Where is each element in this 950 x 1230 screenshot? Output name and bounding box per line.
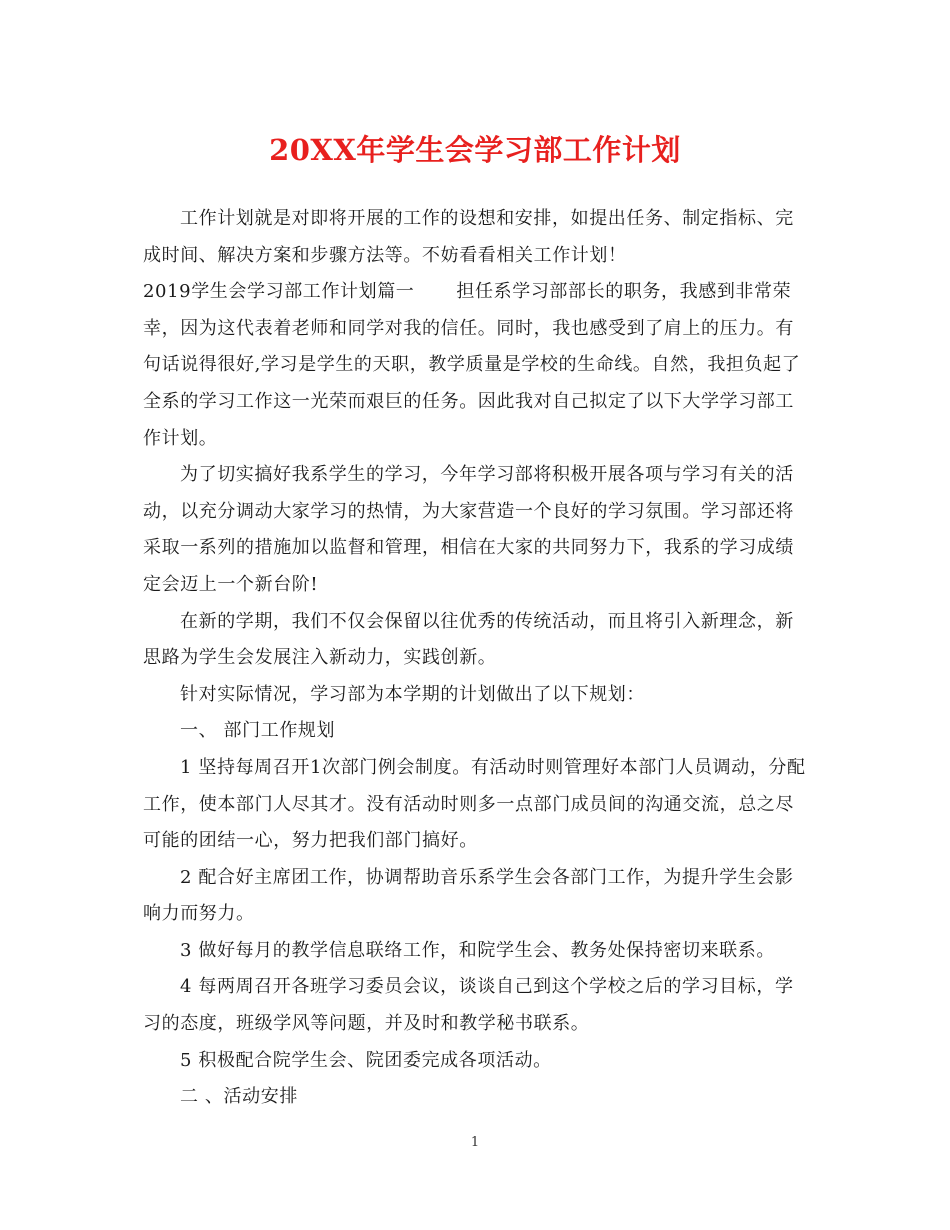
body-line: [143, 530, 813, 567]
line-text: 可能的团结一心，努力把我们部门搞好。: [143, 830, 478, 852]
body-line: [143, 238, 813, 275]
line-text: 定会迈上一个新台阶!: [143, 573, 319, 595]
section-heading: [143, 1079, 813, 1116]
body-line: [143, 640, 813, 677]
body-line: [143, 567, 813, 604]
body-line: [143, 750, 813, 787]
line-text: 工作，使本部门人尽其才。没有活动时则多一点部门成员间的沟通交流，总之尽: [143, 793, 794, 815]
line-text: 采取一系列的措施加以监督和管理，相信在大家的共同努力下，我系的学习成绩: [143, 537, 794, 559]
line-text: 针对实际情况，学习部为本学期的计划做出了以下规划：: [180, 683, 645, 705]
line-text: 4 每两周召开各班学习委员会议，谈谈自己到这个学校之后的学习目标，学: [180, 976, 794, 998]
line-text: 2019学生会学习部工作计划篇一: [143, 281, 415, 303]
line-text: 作计划。: [143, 427, 218, 449]
body-line: [143, 823, 813, 860]
line-text: 幸，因为这代表着老师和同学对我的信任。同时，我也感受到了肩上的压力。有: [143, 317, 794, 339]
body-line: [143, 457, 813, 494]
line-text: 1 坚持每周召开1次部门例会制度。有活动时则管理好本部门人员调动，分配: [180, 756, 806, 778]
section-heading: [143, 713, 813, 750]
body-line: [143, 201, 813, 238]
body-line: [143, 677, 813, 714]
line-text: 习的态度，班级学风等问题，并及时和教学秘书联系。: [143, 1013, 590, 1035]
body-line: [143, 421, 813, 458]
line-text: 成时间、解决方案和步骤方法等。不妨看看相关工作计划！: [143, 244, 627, 266]
body-line: [143, 860, 813, 897]
line-text: 一、 部门工作规划: [180, 720, 336, 742]
line-text: 为了切实搞好我系学生的学习，今年学习部将积极开展各项与学习有关的活: [180, 464, 794, 486]
body-line: [143, 311, 813, 348]
body-line: [143, 1043, 813, 1080]
body-line: [143, 347, 813, 384]
body-line: [143, 384, 813, 421]
body-line: [143, 969, 813, 1006]
body-line: [143, 494, 813, 531]
line-text: 二 、活动安排: [180, 1086, 298, 1108]
document-body: [143, 201, 813, 1116]
page-number: 1: [470, 1135, 480, 1150]
line-text: 2 配合好主席团工作，协调帮助音乐系学生会各部门工作，为提升学生会影: [180, 866, 794, 888]
line-text: 在新的学期，我们不仅会保留以往优秀的传统活动，而且将引入新理念，新: [180, 610, 794, 632]
body-line: [143, 274, 813, 311]
line-text: 担任系学习部部长的职务，我感到非常荣: [456, 281, 792, 303]
line-text: 思路为学生会发展注入新动力，实践创新。: [143, 647, 497, 669]
body-line: [143, 604, 813, 641]
body-line: [143, 896, 813, 933]
line-text: 5 积极配合院学生会、院团委完成各项活动。: [180, 1049, 552, 1071]
body-line: [143, 1006, 813, 1043]
line-text: 动，以充分调动大家学习的热情，为大家营造一个良好的学习氛围。学习部还将: [143, 500, 794, 522]
body-line: [143, 787, 813, 824]
line-text: 3 做好每月的教学信息联络工作，和院学生会、教务处保持密切来联系。: [180, 939, 775, 961]
body-line: [143, 933, 813, 970]
document-title: 20XX年学生会学习部工作计划: [269, 133, 681, 167]
line-text: 全系的学习工作这一光荣而艰巨的任务。因此我对自己拟定了以下大学学习部工: [143, 390, 794, 412]
line-text: 工作计划就是对即将开展的工作的设想和安排，如提出任务、制定指标、完: [180, 208, 794, 229]
line-text: 句话说得很好,学习是学生的天职，教学质量是学校的生命线。自然，我担负起了: [143, 354, 801, 376]
line-text: 响力而努力。: [143, 903, 255, 925]
